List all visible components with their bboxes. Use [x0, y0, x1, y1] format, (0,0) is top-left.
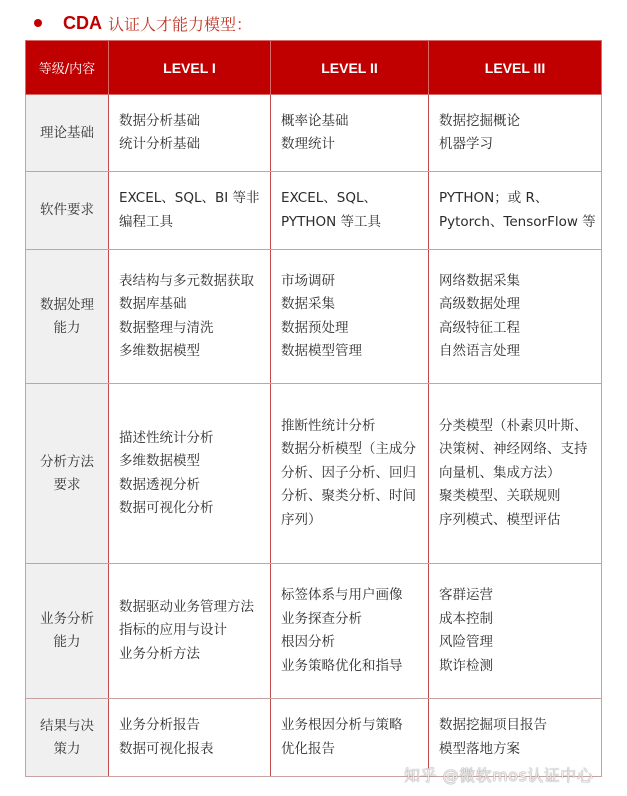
cell-line: 标签体系与用户画像	[281, 587, 403, 603]
level-2-cell	[271, 95, 429, 172]
level-1-cell	[109, 95, 271, 172]
cell-line: 策力	[53, 740, 81, 757]
level-2-cell	[271, 564, 429, 699]
cell-line: 数据可视化报表	[119, 740, 214, 757]
cell-line: 业务分析	[40, 611, 94, 627]
cell-line: 聚类模型、关联规则	[439, 488, 561, 505]
cell-line: 统计分析基础	[119, 136, 200, 152]
row-category	[26, 250, 109, 384]
level-3-cell	[429, 564, 602, 699]
cell-line: 分析、因子分析、回归	[281, 464, 416, 481]
table-row	[26, 172, 602, 250]
cell-line: 客群运营	[439, 587, 493, 603]
level-2-cell	[271, 172, 429, 250]
cell-line: 高级数据处理	[439, 296, 520, 312]
cell-line: 数据库基础	[119, 296, 187, 312]
cell-line: 数据驱动业务管理方法	[119, 598, 254, 615]
heading-title: 认证人才能力模型：	[108, 14, 253, 34]
cell-line: 数据预处理	[281, 319, 349, 336]
cell-line: 数据挖掘项目报告	[439, 717, 547, 733]
level-1-cell	[109, 564, 271, 699]
cell-line: 业务策略优化和指导	[281, 657, 403, 674]
cell-line: 描述性统计分析	[119, 429, 214, 446]
header-level-2: LEVEL II	[271, 41, 429, 95]
cell-line: PYTHON 等工具	[281, 213, 382, 230]
cell-line: 数据可视化分析	[119, 500, 214, 516]
cell-line: 自然语言处理	[439, 343, 520, 359]
cell-line: PYTHON；或 R、	[439, 190, 549, 206]
table-row	[26, 250, 602, 384]
cell-line: 机器学习	[439, 136, 493, 152]
cell-line: 分析、聚类分析、时间	[281, 488, 416, 505]
cell-line: 数据整理与清洗	[119, 319, 214, 336]
cell-line: 决策树、神经网络、支持	[439, 441, 588, 458]
cell-line: 数据挖掘概论	[439, 112, 520, 129]
cell-line: 业务探查分析	[281, 610, 362, 627]
cell-line: 模型落地方案	[439, 740, 520, 757]
cell-line: 高级特征工程	[439, 319, 520, 336]
row-category	[26, 384, 109, 564]
row-category	[26, 95, 109, 172]
level-2-cell	[271, 250, 429, 384]
cell-line: 风险管理	[439, 634, 493, 650]
cell-line: 业务分析报告	[119, 717, 200, 733]
level-3-cell	[429, 172, 602, 250]
cell-line: 要求	[53, 476, 81, 493]
cell-line: 业务根因分析与策略	[281, 717, 403, 733]
cell-line: 数据采集	[281, 296, 335, 312]
level-3-cell	[429, 95, 602, 172]
level-1-cell	[109, 699, 271, 777]
level-3-cell	[429, 250, 602, 384]
red-dot-bullet-icon	[34, 19, 42, 27]
cell-line: 编程工具	[119, 213, 173, 230]
table-row	[26, 95, 602, 172]
row-category	[26, 564, 109, 699]
cell-line: 分类模型（朴素贝叶斯、	[439, 417, 588, 434]
cell-line: 数理统计	[281, 136, 335, 152]
level-3-cell	[429, 384, 602, 564]
cell-line: 数据处理	[40, 296, 94, 313]
cell-line: 序列）	[281, 511, 322, 528]
cell-line: 网络数据采集	[439, 272, 520, 289]
level-2-cell	[271, 384, 429, 564]
header-level-3: LEVEL III	[429, 41, 602, 95]
cell-line: EXCEL、SQL、BI 等非	[119, 190, 260, 206]
capability-model-table	[25, 40, 602, 777]
level-1-cell	[109, 250, 271, 384]
cell-line: 数据分析基础	[119, 112, 200, 129]
cell-line: Pytorch、TensorFlow 等	[439, 213, 596, 230]
level-1-cell	[109, 384, 271, 564]
cell-line: 表结构与多元数据获取	[119, 272, 254, 289]
row-category	[26, 699, 109, 777]
cell-line: 优化报告	[281, 740, 335, 757]
cell-line: 理论基础	[40, 124, 94, 141]
cell-line: 结果与决	[40, 717, 94, 734]
section-heading	[34, 10, 252, 36]
cell-line: 能力	[53, 634, 81, 650]
cell-line: 业务分析方法	[119, 645, 200, 662]
row-category	[26, 172, 109, 250]
cell-line: 推断性统计分析	[281, 417, 376, 434]
cell-line: 多维数据模型	[119, 343, 200, 359]
table-row	[26, 564, 602, 699]
cell-line: 数据透视分析	[119, 476, 200, 493]
brand-name: CDA	[63, 12, 102, 33]
cell-line: 成本控制	[439, 610, 493, 627]
cell-line: 向量机、集成方法）	[439, 464, 561, 481]
cell-line: 根因分析	[281, 634, 335, 650]
cell-line: 指标的应用与设计	[119, 622, 227, 639]
cell-line: EXCEL、SQL、	[281, 190, 377, 206]
header-category: 等级/内容	[26, 41, 109, 95]
header-level-1: LEVEL I	[109, 41, 271, 95]
cell-line: 数据模型管理	[281, 343, 362, 359]
cell-line: 数据分析模型（主成分	[281, 441, 416, 458]
cell-line: 多维数据模型	[119, 453, 200, 469]
cell-line: 能力	[53, 319, 81, 336]
cell-line: 序列模式、模型评估	[439, 511, 561, 528]
table-row	[26, 384, 602, 564]
watermark: 知乎 @微软mos认证中心	[404, 766, 594, 785]
level-1-cell	[109, 172, 271, 250]
cell-line: 概率论基础	[281, 112, 349, 129]
cell-line: 分析方法	[40, 453, 94, 470]
table-header-row	[26, 41, 602, 95]
cell-line: 软件要求	[40, 202, 94, 218]
cell-line: 市场调研	[281, 272, 335, 289]
cell-line: 欺诈检测	[439, 657, 493, 674]
